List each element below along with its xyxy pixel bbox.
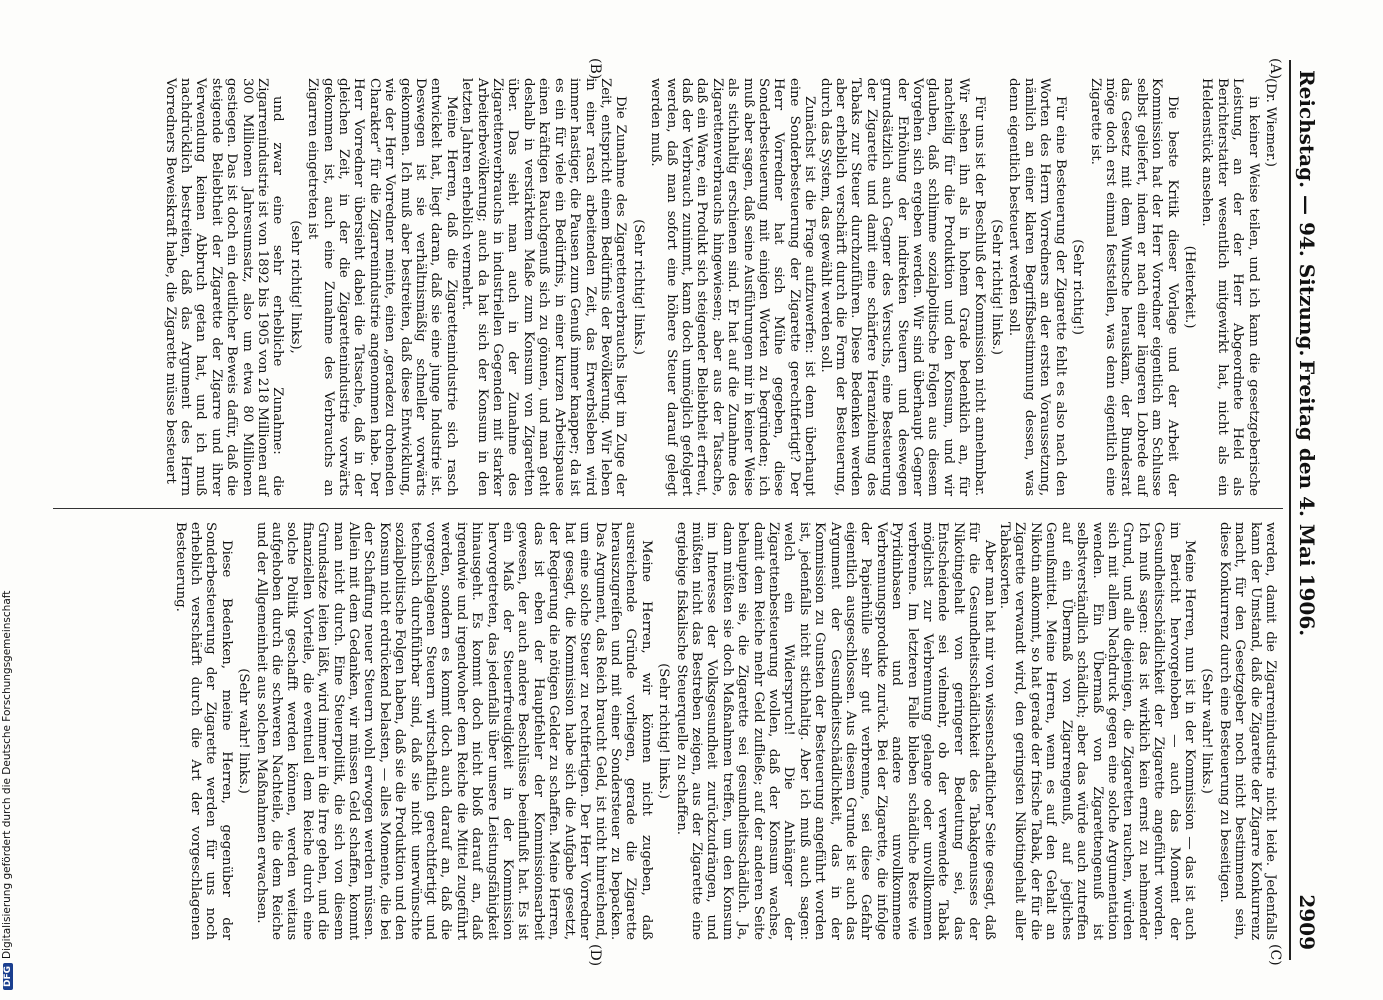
page-header — [1289, 60, 1321, 960]
interjection: (Sehr richtig! links.) — [630, 219, 646, 355]
interjection: (Sehr wahr! links.) — [1199, 668, 1215, 794]
margin-letter-b: (B) — [587, 58, 603, 80]
interjection: (Sehr richtig! links.) — [656, 663, 672, 799]
paragraph: und zwar eine sehr erhebliche Zunahme: die Zigarrenindustrie ist von 1892 bis 1905 von 218 Millionen auf 300 Millionen Jahresumsatz, also um etwa 80 Millionen gestiegen. Das ist doch ein deutlicher Beweis dafür, daß die steigende Beliebtheit der Zigarette der Zigarre und ihrer Verwendung keinen Abbruch getan hat, und ich muß nachdrücklich bestreiten, daß das Argument des Herrn Vorredners Beweiskraft habe, die Zigarette müsse besteuert — [162, 78, 286, 496]
paragraph: Für uns ist der Beschluß der Kommission nicht annehmbar. Wir sehen ihn als in hohem Grade bedenklich an, für nachteilig für die Produktion und den Konsum, und wir glauben, daß schlimme sozialpolitische Folgen aus diesem Vorgehen sich ergeben werden. Wir sind überhaupt Gegner der Erhöhung der indirekten Steuern und deswegen grundsätzlich auch Gegner des Versuchs, eine Besteuerung der Zigarette und damit eine schärfere Heranziehung des Tabaks zur Steuer durchzuführen. Diese Bedenken werden aber erheblich verschärft durch die Form der Besteuerung, durch das System, das gewählt werden soll. — [817, 78, 987, 496]
header-date: Freitag den 4. Mai 1906. — [1295, 360, 1319, 637]
paragraph: Die Zunahme des Zigarettenverbrauchs liegt im Zuge der Zeit, entspricht einem Bedürfnis der Bevölkerung. Wir leben in einer rasch arbeitenden Zeit, das Erwerbsleben wird immer hastiger, die Pausen zum Genuß immer knapper; da ist es ein für viele ein Bedürfnis, in einer kurzen Arbeitspause einen kräftigen Rauchgenuß sich zu gönnen, und man geht deshalb in verstärktem Maße zum Konsum von Zigaretten über. Das sieht man auch in der Zunahme des Zigarettenverbrauchs in industriellen Gegenden mit starker Arbeiterbevölkerung; auch da hat sich der Konsum in den letzten Jahren erheblich vermehrt. — [459, 78, 629, 496]
margin-letter-c: (C) — [1267, 944, 1283, 966]
digitization-footer — [1, 590, 15, 990]
paragraph: Aber man hat mir von wissenschaftlicher Seite gesagt, daß für die Gesundheitsschädlichkeit des Tabakgenusses der Nikotingehalt von geringerer Bedeutung sei, das Entscheidende sei vielmehr, ob der verwendete Tabak möglichst zur Verbrennung gelange oder unvollkommen verbrenne. Im letzteren Falle blieben schädliche Reste wie Pyridinbasen und andere unvollkommene Verbrennungsprodukte zurück. Bei der Zigarette, die infolge der Papierhülle sehr gut verbrenne, sei diese Gefahr eigentlich ausgeschlossen. Aus diesem Grunde ist auch das Argument der Gesundheitsschädlichkeit, das in der Kommission zu Gunsten der Besteuerung angeführt worden ist, jedenfalls nicht stichhaltig. Aber ich muß auch sagen: welch ein Widerspruch! Die Anhänger der Zigarettenbesteuerung wollen, daß der Konsum wachse, damit dem Reiche mehr Geld zufließe; auf der anderen Seite behaupten sie, die Zigarette sei gesundheitsschädlich. Ja, dann müßten sie doch Maßnahmen treffen, um den Konsum im Interesse der Volksgesundheit zurückzudrängen, und müßten nicht das Bestreben zeigen, aus der Zigarette eine ergiebige fiskalische Steuerquelle zu schaffen. — [673, 522, 997, 940]
interjection: (Sehr wahr! links.) — [236, 668, 252, 794]
paragraph: Zunächst ist die Frage aufzuwerfen: ist denn überhaupt eine Sonderbesteuerung der Zigarette gerechtfertigt? Der Herr Vorredner hat sich Mühe gegeben, diese Sonderbesteuerung mit einigen Worten zu begründen; ich muß aber sagen, daß seine Ausführungen mir in keiner Weise als stichhaltig erschienen sind. Er hat auf die Zunahme des Zigarettenverbrauchs hingewiesen; aber aus der Tatsache, daß ein Ware, ein Produkt sich steigender Beliebtheit erfreut, daß der Verbrauch zunimmt, kann doch unmöglich gefolgert werden, daß man sofort eine höhere Steuer darauf gelegt werden muß. — [648, 78, 818, 496]
left-column — [162, 78, 1278, 496]
footer-text: Digitalisierung gefördert durch die Deutsche Forschungsgemeinschaft — [1, 590, 13, 959]
paragraph: Meine Herren, daß die Zigarettenindustrie sich rasch entwickelt hat, liegt daran, daß sie eine junge Industrie ist. Deswegen ist sie verhältnismäßig schneller vorwärts gekommen. Ich muß aber bestreiten, daß diese Entwicklung, wie der Herr Vorredner meinte, einen „geradezu drohenden Charakter“ für die Zigarrenindustrie angenommen habe. Der Herr Vorredner übersieht dabei die Tatsache, daß in der gleichen Zeit, in der die Zigarettenindustrie vorwärts gekommen ist, auch eine Zunahme des Verbrauchs an Zigarren eingetreten ist — [305, 78, 459, 496]
interjection: (sehr richtig! links), — [287, 220, 303, 354]
interjection: (Sehr richtig! links.) — [989, 219, 1005, 355]
paragraph: in keiner Weise teilen, und ich kann die gesetzgeberische Leistung, an der der Herr Abgeordnete Held als Berichterstatter wesentlich mitgewirkt hat, nicht als ein Heldenstück ansehen. — [1199, 78, 1261, 496]
paragraph: Meine Herren, nun ist in der Kommission — das ist auch im Bericht hervorgehoben — auch das Moment der Gesundheitsschädlichkeit der Zigarette angeführt worden. Ich muß sagen: das ist wirklich kein ernst zu nehmender Grund, und alle diejenigen, die Zigaretten rauchen, würden sich mit allem Nachdruck gegen eine solche Argumentation wenden. Ein Übermaß von Zigarettengenuß ist selbstverständlich schädlich; aber das würde auch zutreffen auf ein Übermaß von Zigarrengenuß, auf jegliches Genußmittel. Meine Herren, wenn es auf den Gehalt an Nikotin ankommt, so hat gerade der frische Tabak, der für die Zigarette verwandt wird, den geringsten Nikotingehalt aller Tabaksorten. — [997, 522, 1197, 940]
margin-letter-a: (A) — [1267, 58, 1283, 80]
speaker-label: (Dr. Wiemer.) — [1263, 78, 1278, 167]
paragraph: werden, damit die Zigarrenindustrie nicht leide. Jedenfalls kann der Umstand, daß die Zigarette der Zigarre Konkurrenz macht, für den Gesetzgeber noch nicht bestimmend sein, diese Konkurrenz durch eine Besteuerung zu beseitigen. — [1216, 522, 1278, 940]
paragraph: Meine Herren, wir können nicht zugeben, daß ausreichende Gründe vorliegen, gerade die Zigarette herauszugreifen und mit einer Sondersteuer zu bepacken. Das Argument, das Reich braucht Geld, ist nicht hinreichend, um eine solche Steuer zu rechtfertigen. Der Herr Vorredner hat gesagt, die Kommission habe sich die Aufgabe gesetzt, der Regierung die nötigen Gelder zu schaffen. Meine Herren, das ist eben der Hauptfehler der Kommissionsarbeit gewesen, der auch andere Beschlüsse beeinflußt hat. Es ist ein Maß der Steuerfreudigkeit in der Kommission hervorgetreten, das jedenfalls über unsere Leistungsfähigkeit hinausgeht. Es kommt doch nicht bloß darauf an, daß irgendwie und irgendwoher dem Reiche die Mittel zugeführt werden, sondern es kommt doch auch darauf an, daß die vorgeschlagenen Steuern wirtschaftlich gerechtfertigt und technisch durchführbar sind, daß sie nicht unerwünschte sozialpolitische Folgen haben, daß sie die Produktion und den Konsum nicht erdrückend belasten, — alles Momente, die bei der Schaffung neuer Steuern wohl erwogen werden müssen. Allein mit dem Gedanken, wir müssen Geld schaffen, kommt man nicht durch. Eine Steuerpolitik, die sich von diesem Grundsatze leiten läßt, wird immer in die Irre gehen, und die finanziellen Vorteile, die eventuell dem Reiche durch eine solche Politik geschafft werden können, werden weitaus aufgehoben durch die schweren Nachteile, die dem Reiche und der Allgemeinheit aus solchen Maßnahmen erwachsen. — [253, 522, 654, 940]
header-session: Reichstag. — 94. Sitzung. — [1295, 70, 1319, 357]
page-number: 2909 — [1295, 894, 1319, 950]
column-divider — [53, 508, 1283, 509]
dfg-logo-icon: DFG — [3, 963, 13, 990]
interjection: (Sehr richtig!) — [1070, 239, 1086, 335]
right-column — [172, 522, 1278, 940]
interjection: (Heiterkeit.) — [1181, 245, 1197, 329]
margin-letter-d: (D) — [587, 944, 603, 967]
paragraph: Für eine Besteuerung der Zigarette fehlt es also nach den Worten des Herrn Vorredners an der ersten Voraussetzung, nämlich an einer klaren Begriffsbestimmung dessen, was denn eigentlich besteuert werden soll. — [1006, 78, 1068, 496]
paragraph: Die beste Kritik dieser Vorlage und der Arbeit der Kommission hat der Herr Vorredner eigentlich am Schlusse selbst geliefert, indem er nach einer längeren Lobrede auf das Gesetz mit dem Wunsche herauskam, der Bundesrat möge doch erst einmal feststellen, was denn eigentlich eine Zigarette ist. — [1087, 78, 1180, 496]
paragraph: Diese Bedenken, meine Herren, gegenüber der Sonderbesteuerung der Zigarette werden für uns noch erheblich verschärft durch die Art der vorgeschlagenen Besteuerung. — [172, 522, 234, 940]
